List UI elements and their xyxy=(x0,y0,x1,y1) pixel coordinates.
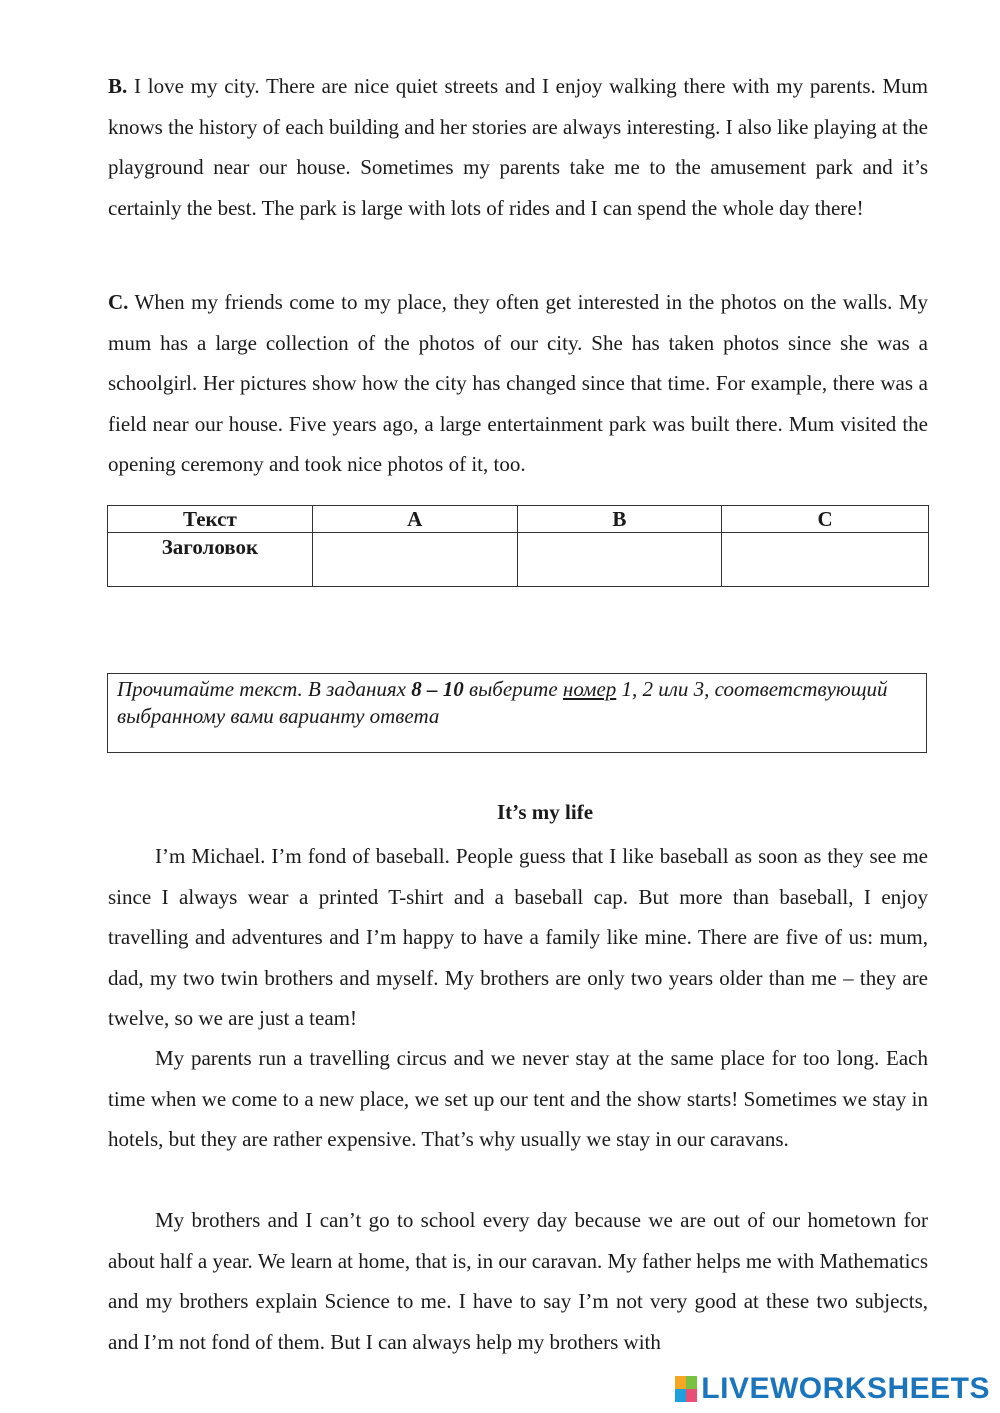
answer-cell-c[interactable] xyxy=(722,533,929,587)
answer-table-header-row xyxy=(108,506,929,533)
table-header-c: C xyxy=(722,506,929,533)
story-paragraph-2: My parents run a travelling circus and we never stay at the same place for too long. Each time when we come to a new place, we set up our tent and the show starts! Sometimes we stay in hotels, but they are rather expensive. That’s why usually we stay in our caravans. xyxy=(108,1046,928,1151)
table-header-a: A xyxy=(312,506,517,533)
liveworksheets-watermark xyxy=(675,1369,990,1409)
liveworksheets-logo-icon xyxy=(675,1376,697,1402)
answer-cell-a[interactable] xyxy=(312,533,517,587)
answer-table xyxy=(107,505,929,587)
instruction-task-range: 8 – 10 xyxy=(411,677,464,701)
table-header-b: B xyxy=(517,506,722,533)
table-header-text: Текст xyxy=(108,506,313,533)
story-paragraph-3: My brothers and I can’t go to school every day because we are out of our hometown for about half a year. We learn at home, that is, in our caravan. My father helps me with Mathematics and my brothers explain Science to me. I have to say I’m not very good at these two subjects, and I’m not fond of them. But I can always help my brothers with xyxy=(108,1208,928,1354)
watermark-text: LIVEWORKSHEETS xyxy=(701,1372,990,1405)
answer-table-row xyxy=(108,533,929,587)
section-c-paragraph xyxy=(108,282,928,485)
answer-cell-b[interactable] xyxy=(517,533,722,587)
story-paragraph-1: I’m Michael. I’m fond of baseball. People guess that I like baseball as soon as they see me since I always wear a printed T-shirt and a baseball cap. But more than baseball, I enjoy travelling and adventures and I’m happy to have a family like mine. There are five of us: mum, dad, my two twin brothers and myself. My brothers are only two years older than me – they are twelve, so we are just a team! xyxy=(108,844,928,1030)
instruction-underlined-word: номер xyxy=(562,677,617,701)
section-b-paragraph xyxy=(108,66,928,228)
section-b-text: I love my city. There are nice quiet streets and I enjoy walking there with my parents. Mum knows the history of each building and her stories are always interesting. I also like playing at the playground near our house. Sometimes my parents take me to the amusement park and it’s certainly the best. The park is large with lots of rides and I can spend the whole day there! xyxy=(108,74,928,220)
instruction-part2: выберите xyxy=(463,677,563,701)
section-c-label: C. xyxy=(108,290,129,314)
instruction-part3: 1, 2 или 3, соответствующий выбранному вами варианту ответа xyxy=(117,677,888,728)
story-title: It’s my life xyxy=(496,800,594,824)
instruction-box xyxy=(107,673,927,753)
section-b-label: B. xyxy=(108,74,128,98)
section-c-text: When my friends come to my place, they often get interested in the photos on the walls. My mum has a large collection of the photos of our city. She has taken photos since she was a schoolgirl. Her pictures show how the city has changed since that time. For example, there was a field near our house. Five years ago, a large entertainment park was built there. Mum visited the opening ceremony and took nice photos of it, too. xyxy=(108,290,928,476)
instruction-part1: Прочитайте текст. В заданиях xyxy=(117,677,412,701)
table-row-label: Заголовок xyxy=(108,533,313,587)
